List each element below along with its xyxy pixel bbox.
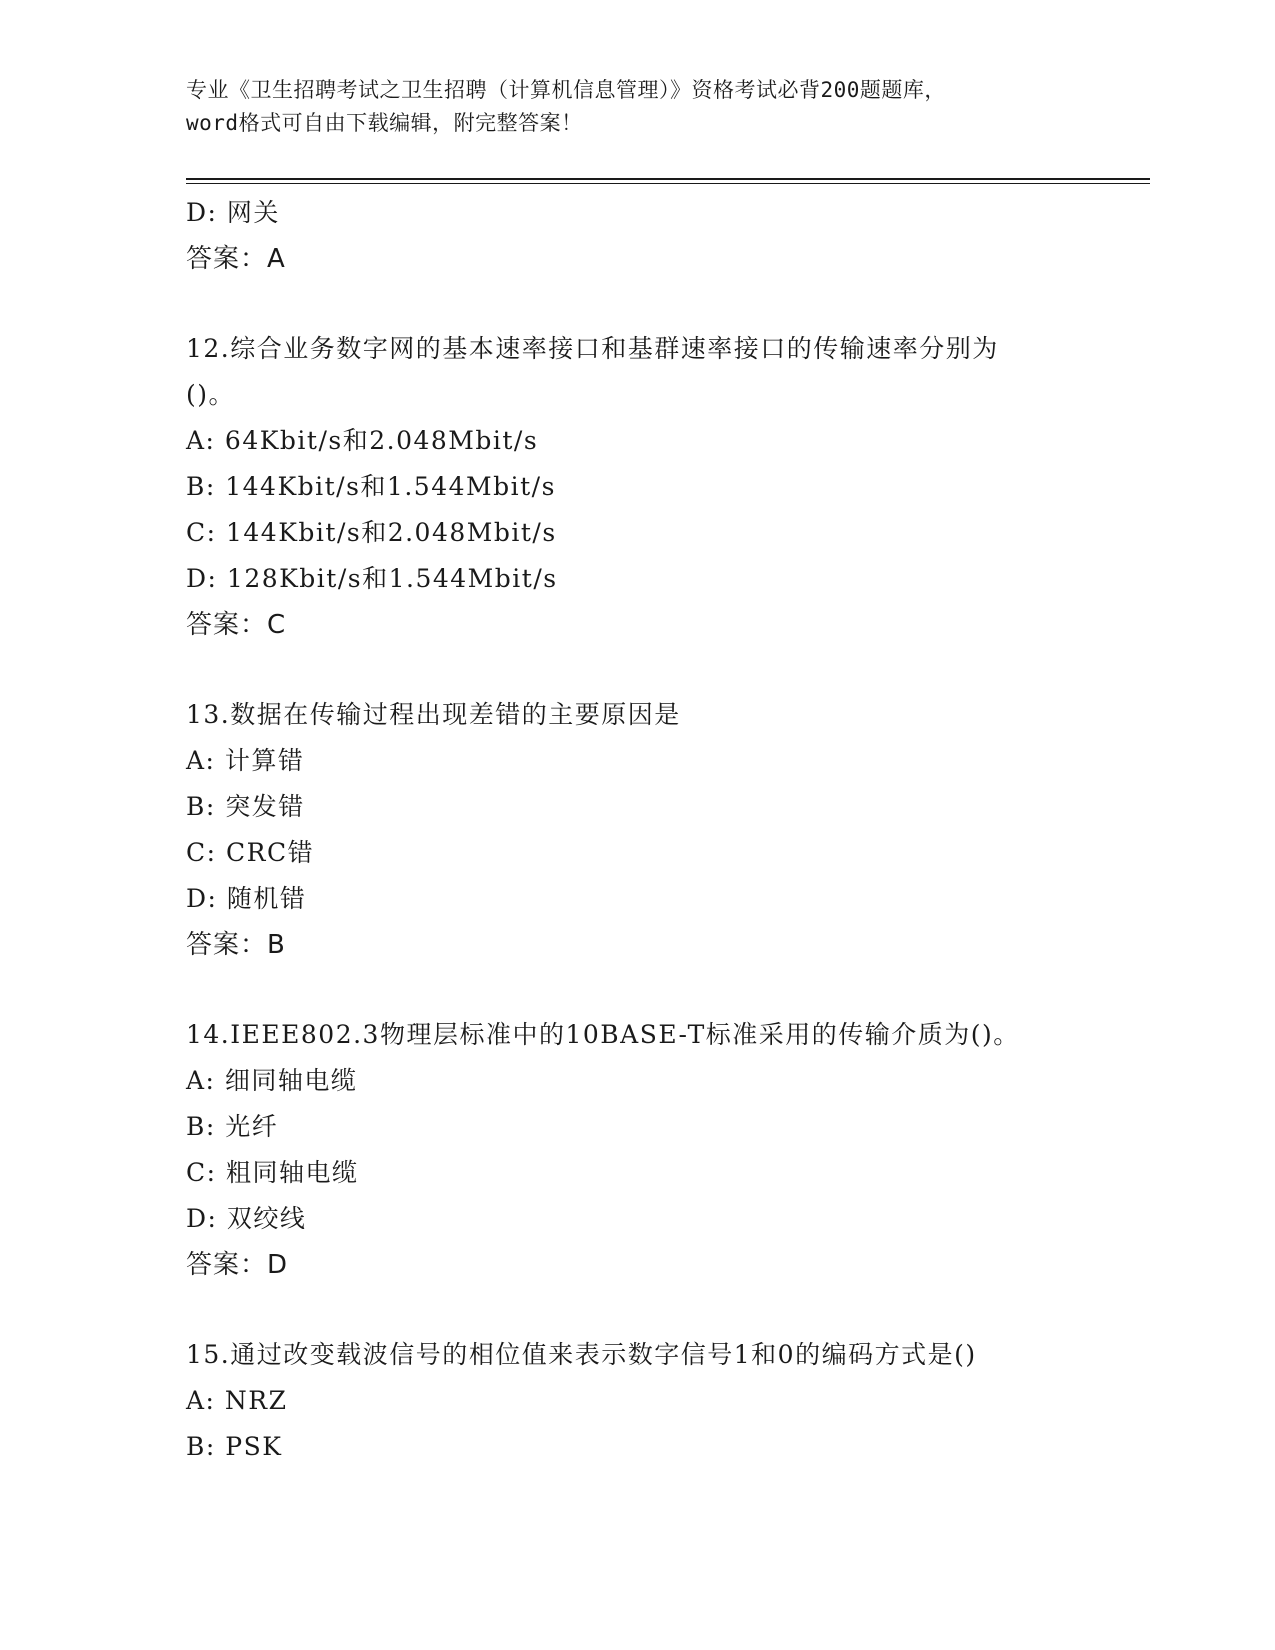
answer-label: 答案：B [186, 930, 286, 960]
option-d: D: 网关 [186, 198, 280, 227]
spacer [186, 282, 1086, 326]
option-d: D: 双绞线 [186, 1204, 307, 1233]
header-line-2: word格式可自由下载编辑，附完整答案！ [186, 111, 583, 135]
option-b: B: 144Kbit/s和1.544Mbit/s [186, 472, 556, 501]
option-a: A: 计算错 [186, 746, 305, 775]
option-a: A: 64Kbit/s和2.048Mbit/s [186, 426, 539, 455]
question-13 [186, 692, 1086, 968]
answer-label: 答案：C [186, 610, 287, 640]
document-body [186, 190, 1086, 1470]
option-d: D: 128Kbit/s和1.544Mbit/s [186, 564, 558, 593]
question-stem: 15.通过改变载波信号的相位值来表示数字信号1和0的编码方式是() [186, 1340, 977, 1369]
option-a: A: 细同轴电缆 [186, 1066, 358, 1095]
question-12 [186, 326, 1086, 648]
option-c: C: 粗同轴电缆 [186, 1158, 359, 1187]
option-b: B: 光纤 [186, 1112, 279, 1141]
spacer [186, 1288, 1086, 1332]
question-stem: 12.综合业务数字网的基本速率接口和基群速率接口的传输速率分别为 [186, 334, 999, 363]
header-line-1: 专业《卫生招聘考试之卫生招聘（计算机信息管理）》资格考试必背200题题库， [186, 78, 946, 102]
option-c: C: 144Kbit/s和2.048Mbit/s [186, 518, 557, 547]
header-divider-bottom [186, 183, 1150, 184]
option-b: B: PSK [186, 1432, 283, 1461]
option-d: D: 随机错 [186, 884, 307, 913]
option-a: A: NRZ [186, 1386, 288, 1415]
question-stem: 14.IEEE802.3物理层标准中的10BASE-T标准采用的传输介质为()。 [186, 1020, 1020, 1049]
option-b: B: 突发错 [186, 792, 305, 821]
spacer [186, 968, 1086, 1012]
answer-label: 答案：D [186, 1250, 289, 1280]
spacer [186, 648, 1086, 692]
answer-label: 答案：A [186, 244, 286, 274]
question-14 [186, 1012, 1086, 1288]
question-stem-continued: ()。 [186, 380, 236, 409]
document-header [186, 74, 1086, 140]
question-stem: 13.数据在传输过程出现差错的主要原因是 [186, 700, 681, 729]
question-11-tail [186, 190, 1086, 282]
header-divider-top [186, 178, 1150, 180]
question-15 [186, 1332, 1086, 1470]
option-c: C: CRC错 [186, 838, 315, 867]
